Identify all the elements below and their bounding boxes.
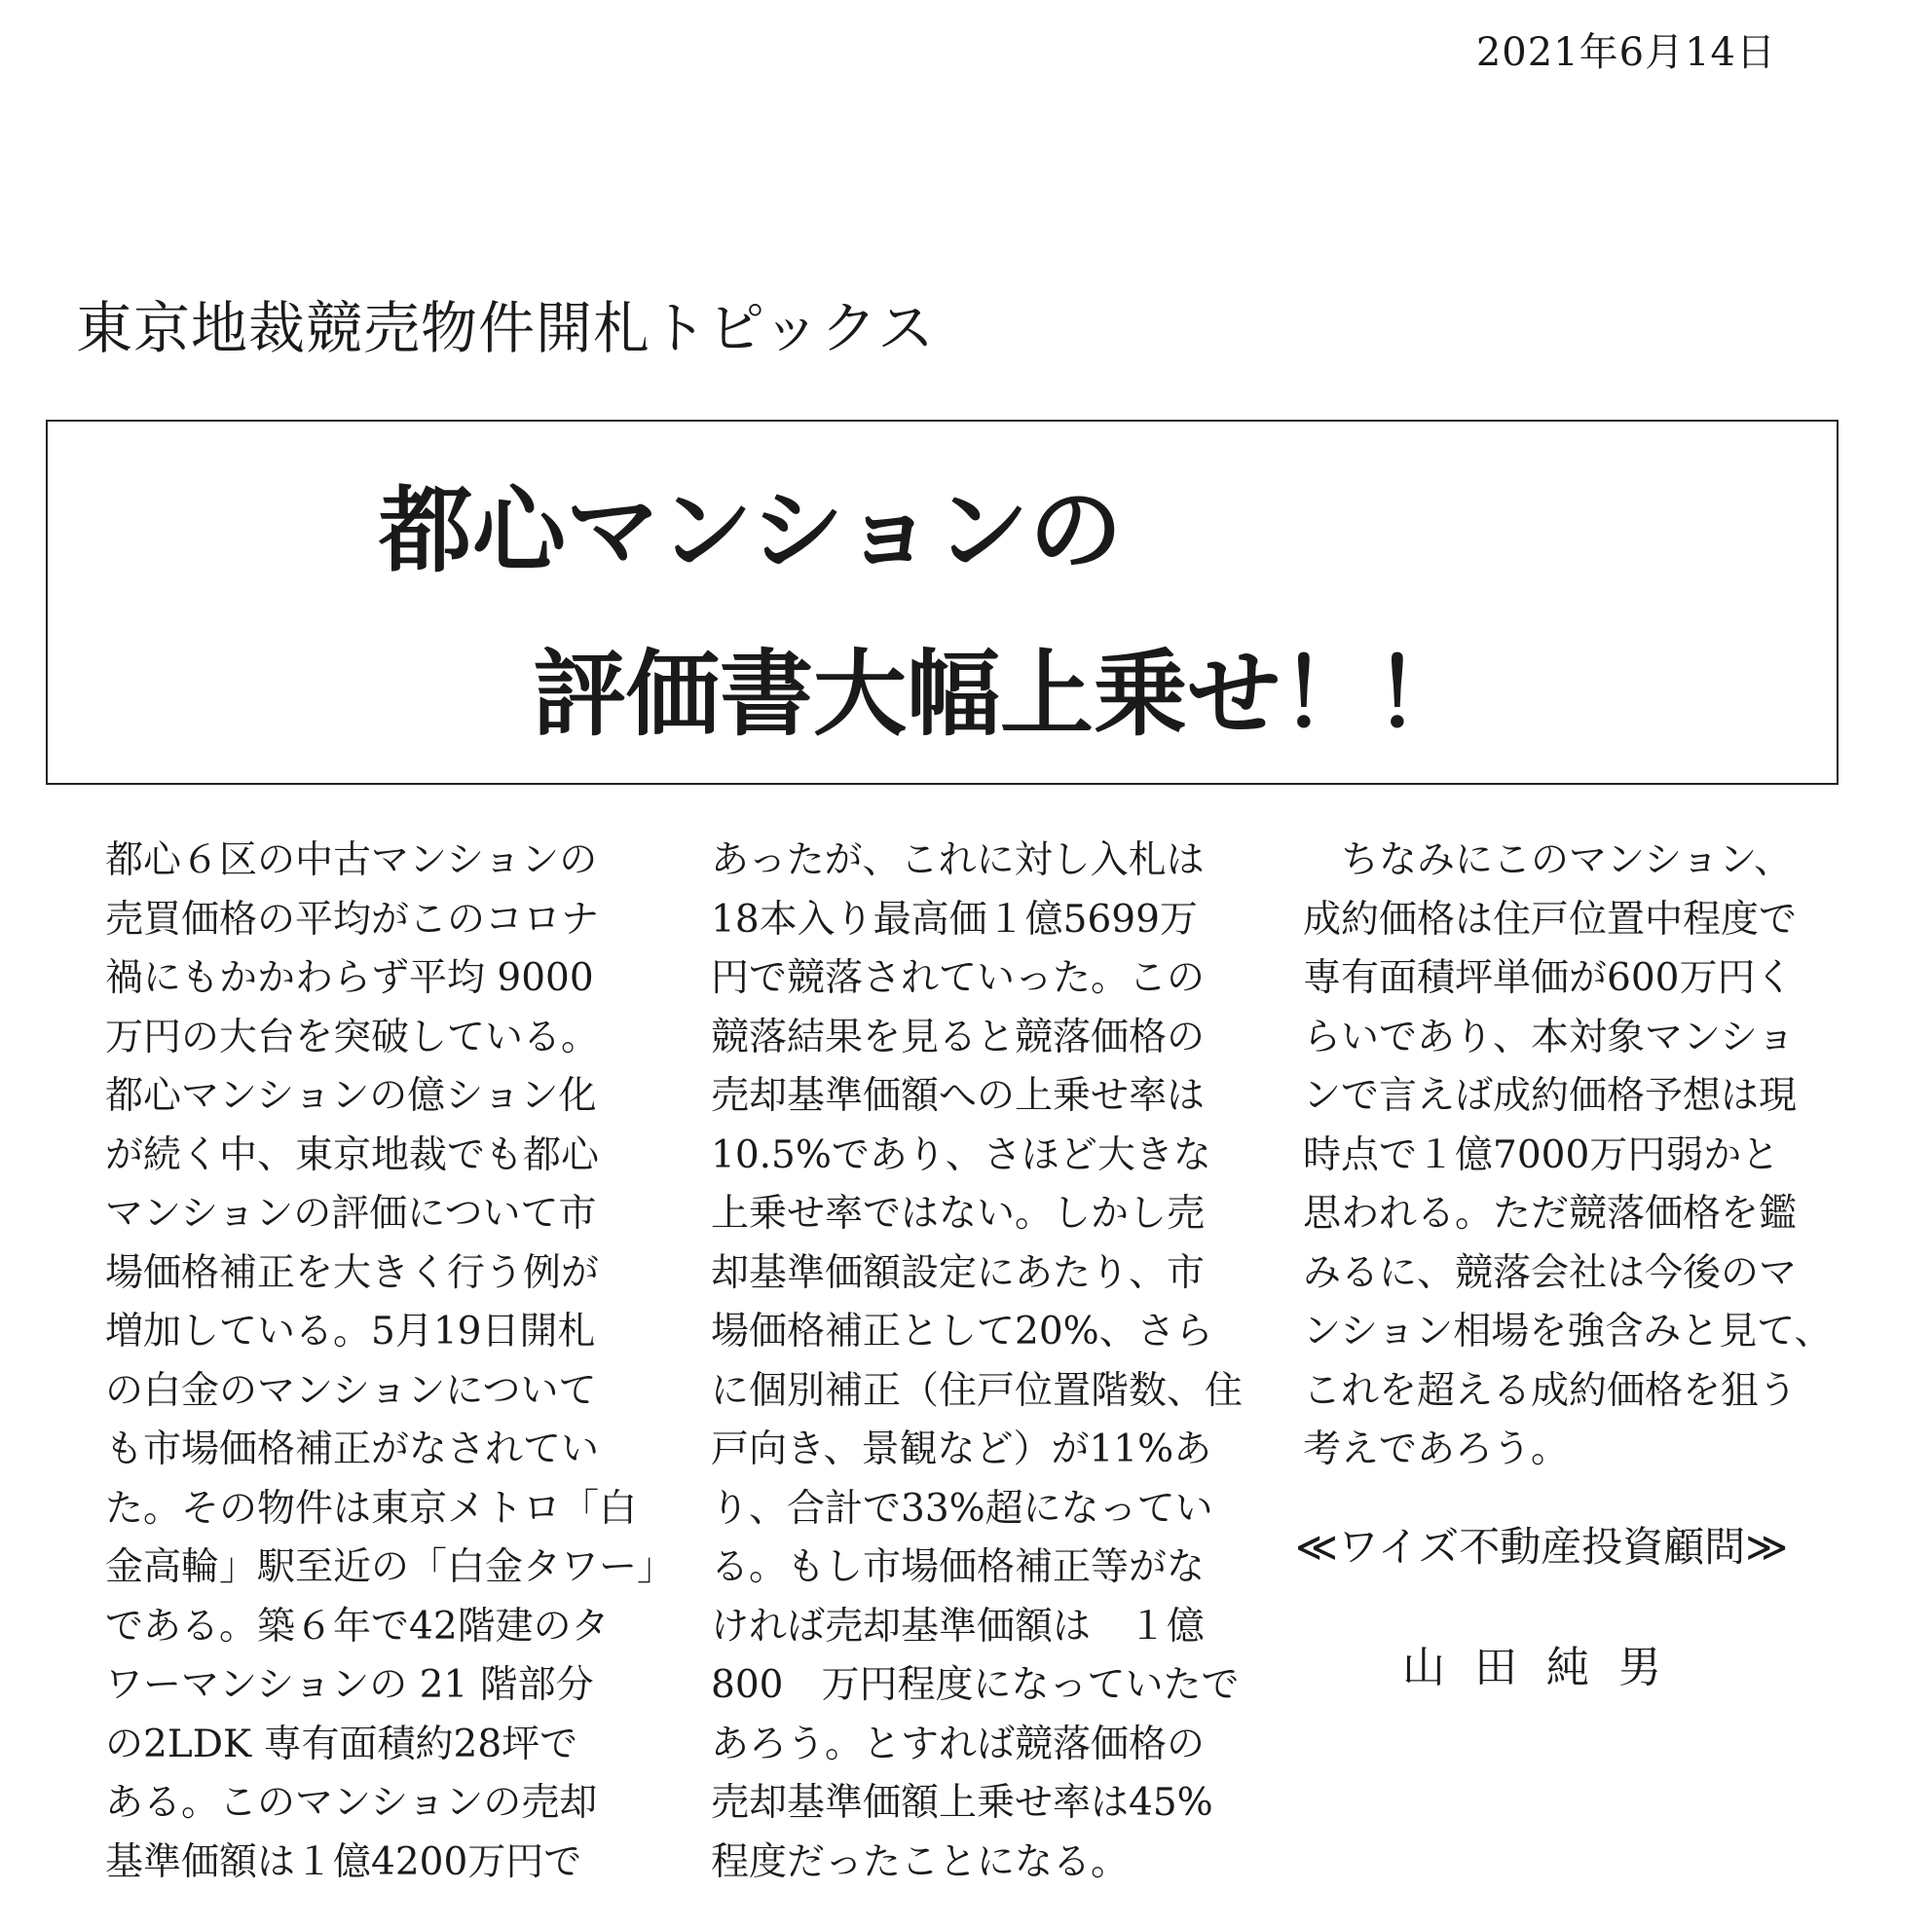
article-line: あろう。とすれば競落価格の — [711, 1722, 1206, 1766]
article-line: 時点で１億7000万円弱かと — [1303, 1132, 1780, 1177]
article-line: に個別補正（住戸位置階数、住 — [711, 1368, 1244, 1413]
article-line: 増加している。5月19日開札 — [105, 1310, 596, 1353]
article-line: 戸向き、景観など）が11%あ — [711, 1427, 1212, 1471]
headline-box — [46, 420, 1839, 785]
topic-heading: 東京地裁競売物件開札トピックス — [76, 295, 936, 361]
article-line: 思われる。ただ競落価格を鑑 — [1303, 1192, 1798, 1236]
article-line: の白金のマンションについて — [105, 1368, 597, 1413]
article-line: 場価格補正を大きく行う例が — [105, 1250, 600, 1295]
article-line: ワーマンションの 21 階部分 — [105, 1663, 594, 1707]
article-line: た。その物件は東京メトロ「白 — [105, 1486, 638, 1531]
article-line: 競落結果を見ると競落価格の — [711, 1015, 1206, 1059]
article-line: ければ売却基準価額は １億 — [711, 1604, 1206, 1649]
article-line: 都心マンションの億ション化 — [105, 1074, 597, 1118]
headline-line-1: 都心マンションの — [379, 476, 1123, 585]
article-line: 専有面積坪単価が600万円く — [1303, 956, 1794, 1000]
article-line: マンションの評価について市 — [105, 1192, 597, 1236]
article-line: 基準価額は１億4200万円で — [105, 1839, 582, 1884]
article-column-3 — [1303, 832, 1848, 1480]
article-line: これを超える成約価格を狙う — [1303, 1368, 1798, 1413]
article-line: が続く中、東京地裁でも都心 — [105, 1132, 600, 1177]
article-column-2 — [711, 832, 1244, 1892]
article-line: 万円の大台を突破している。 — [105, 1015, 600, 1059]
article-line: 成約価格は住戸位置中程度で — [1303, 897, 1798, 942]
article-line: も市場価格補正がなされてい — [105, 1427, 600, 1471]
article-line: 800 万円程度になっていたで — [711, 1663, 1240, 1707]
article-line: 10.5%であり、さほど大きな — [711, 1132, 1211, 1177]
document-date: 2021年6月14日 — [1475, 30, 1776, 75]
article-line: る。もし市場価格補正等がな — [711, 1545, 1206, 1589]
article-line: ある。このマンションの売却 — [105, 1781, 598, 1825]
article-line: の2LDK 専有面積約28坪で — [105, 1722, 578, 1766]
article-line: 円で競落されていった。この — [711, 956, 1206, 1000]
article-line: 考えであろう。 — [1303, 1427, 1570, 1471]
article-line: らいであり、本対象マンショ — [1303, 1015, 1796, 1059]
article-line: ンで言えば成約価格予想は現 — [1303, 1074, 1798, 1118]
article-line: 売買価格の平均がこのコロナ — [105, 897, 600, 942]
article-line: 都心６区の中古マンションの — [105, 838, 598, 882]
headline-line-2: 評価書大幅上乗せ！！ — [533, 640, 1468, 749]
article-line: ちなみにこのマンション、 — [1303, 838, 1793, 882]
article-line: 禍にもかかわらず平均 9000 — [105, 956, 594, 1000]
article-line: ンション相場を強含みと見て、 — [1303, 1310, 1833, 1353]
article-line: 18本入り最高価１億5699万 — [711, 897, 1198, 942]
signature-name: 山田純男 — [1402, 1643, 1690, 1692]
article-line: 程度だったことになる。 — [711, 1839, 1130, 1884]
article-line: である。築６年で42階建のタ — [105, 1604, 610, 1649]
article-line: 場価格補正として20%、さら — [711, 1310, 1213, 1353]
article-line: みるに、競落会社は今後のマ — [1303, 1250, 1798, 1295]
article-column-1 — [105, 832, 676, 1892]
signature-organization: ≪ワイズ不動産投資顧問≫ — [1295, 1523, 1789, 1571]
article-line: 上乗せ率ではない。しかし売 — [711, 1192, 1206, 1236]
article-line: 売却基準価額への上乗せ率は — [711, 1074, 1206, 1118]
article-line: 売却基準価額上乗せ率は45% — [711, 1781, 1213, 1825]
article-line: 却基準価額設定にあたり、市 — [711, 1250, 1206, 1295]
article-line: 金高輪」駅至近の「白金タワー」 — [105, 1545, 676, 1589]
article-line: あったが、これに対し入札は — [711, 838, 1205, 882]
article-line: り、合計で33%超になってい — [711, 1486, 1213, 1531]
